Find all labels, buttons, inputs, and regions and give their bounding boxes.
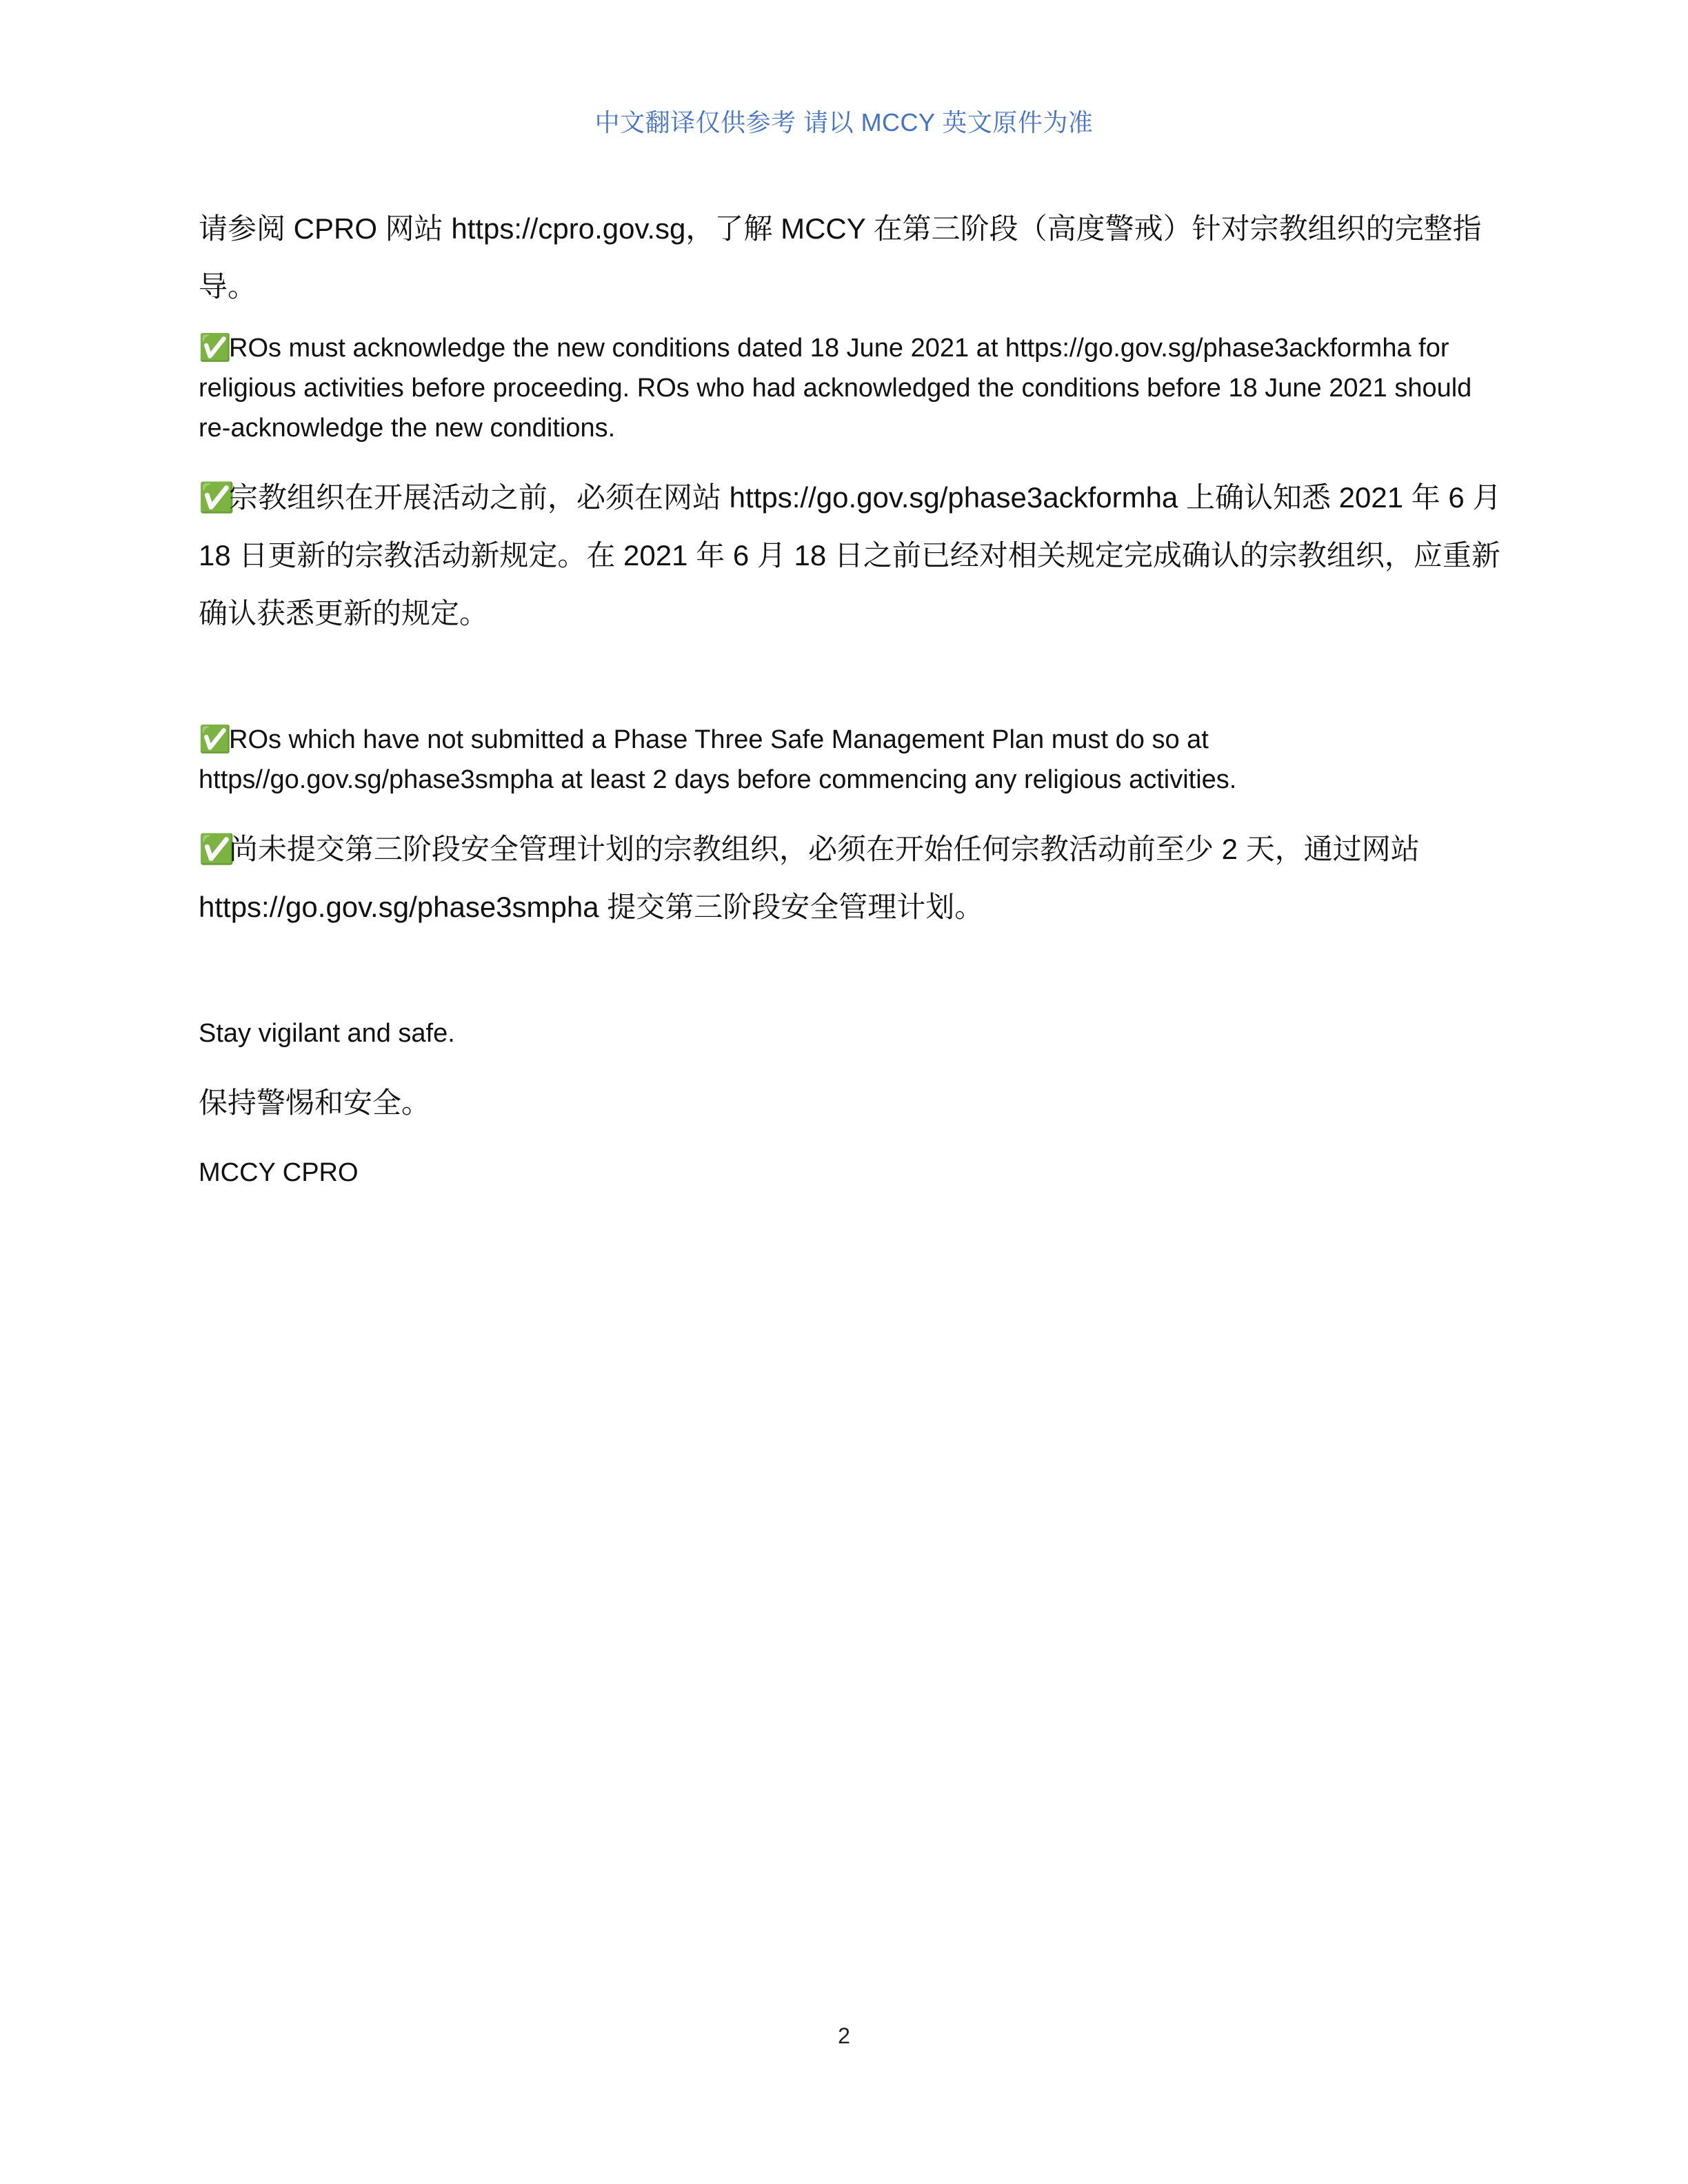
closing-text-zh: 保持警惕和安全。 (199, 1086, 431, 1119)
checkmark-icon: ✅ (199, 334, 232, 363)
checkmark-icon: ✅ (199, 481, 235, 514)
signature: MCCY CPRO (199, 1158, 359, 1187)
item2-text-zh: 尚未提交第三阶段安全管理计划的宗教组织，必须在开始任何宗教活动前至少 2 天，通过网站 https://go.gov.sg/phase3smpha 提交第三阶段安全管理计划。 (199, 833, 1420, 923)
item1-text-zh: 宗教组织在开展活动之前，必须在网站 https://go.gov.sg/phase3ackformha 上确认知悉 2021 年 6 月 18 日更新的宗教活动新规定。在 2021 年 6 月 18 日之前已经对相关规定完成确认的宗教组织，应重新确认获悉更新的规定。 (199, 481, 1502, 629)
page-number: 2 (838, 2023, 850, 2048)
item2-paragraph-en (199, 720, 1509, 800)
item1-paragraph-zh (199, 469, 1509, 643)
item2-paragraph-zh (199, 820, 1509, 936)
closing-text-en: Stay vigilant and safe. (199, 1019, 455, 1048)
item2-text-en: ROs which have not submitted a Phase Three Safe Management Plan must do so at https//go.gov.sg/phase3smpha at least 2 days before commencing any religious activities. (199, 725, 1237, 794)
intro-paragraph-zh: 请参阅 CPRO 网站 https://cpro.gov.sg，了解 MCCY 在第三阶段（高度警戒）针对宗教组织的完整指导。 (199, 212, 1482, 303)
item1-text-en: ROs must acknowledge the new conditions dated 18 June 2021 at https://go.gov.sg/phase3ackformha for religious activities before proceeding. ROs who had acknowledged the conditions before 18 June 2021 should re-acknowledge the new conditions. (199, 334, 1472, 443)
checkmark-icon: ✅ (199, 833, 235, 865)
checkmark-icon: ✅ (199, 725, 232, 754)
item1-paragraph-en (199, 328, 1509, 448)
translation-disclaimer-header: 中文翻译仅供参考 请以 MCCY 英文原件为准 (594, 108, 1094, 136)
